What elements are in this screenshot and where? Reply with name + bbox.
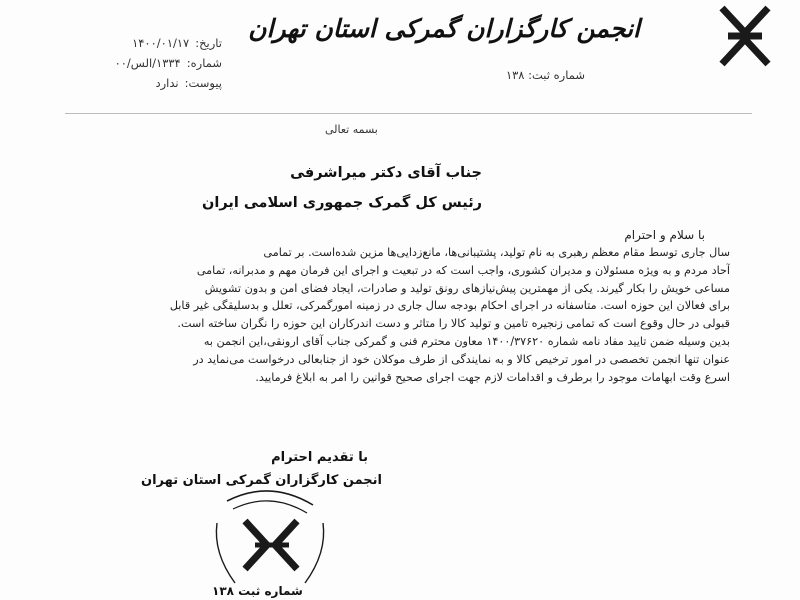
bismillah: بسمه تعالی xyxy=(325,123,378,136)
body-line: بدین وسیله ضمن تایید مفاد نامه شماره ۱۴۰۰/۳۷۶۲۰ معاون محترم فنی و گمرکی جناب آقای ارونقی،این انجمن به xyxy=(203,334,730,348)
registration-number-header: شماره ثبت: ۱۳۸ xyxy=(505,68,585,82)
body-line: آحاد مردم و به ویژه مسئولان و مدیران کشوری، واجب است که در تبعیت و اجرای این فرمان مهم و مدبرانه، تمامی xyxy=(196,263,730,277)
registration-number-seal: شماره ثبت ۱۳۸ xyxy=(212,584,303,598)
signature-org-name: انجمن کارگزاران گمرکی استان تهران xyxy=(141,473,382,488)
number-label: شماره: xyxy=(186,56,222,70)
recipient-block xyxy=(202,158,482,218)
attachment-label: پیوست: xyxy=(184,76,222,90)
body-line: برای فعالان این حوزه است. متاسفانه در اجرای احکام بودجه سال جاری در زمینه امورگمرکی، تعلل و بدسلیقگی غیر قابل xyxy=(169,299,730,313)
body-line: عنوان تنها انجمن تخصصی در امور ترخیص کالا و به نمایندگی از طرف موکلان خود از جنابعالی درخواست می‌نماید در xyxy=(193,352,730,366)
date-row xyxy=(92,33,222,53)
letter-body xyxy=(90,244,730,386)
body-line: قبولی در حال وقوع است که تمامی زنجیره تامین و تولید کالا را متاثر و دست اندرکاران این حوزه را نگران ساخته است. xyxy=(177,317,730,331)
date-value: ۱۴۰۰/۰۱/۱۷ xyxy=(132,36,190,50)
date-label: تاریخ: xyxy=(195,36,222,50)
org-name-header: انجمن کارگزاران گمرکی استان تهران xyxy=(248,14,640,43)
body-line: اسرع وقت ابهامات موجود را برطرف و اقدامات لازم جهت اجرای صحیح قوانین را امر به ابلاغ فرمایید. xyxy=(255,370,730,384)
attachment-row xyxy=(92,73,222,93)
number-row xyxy=(92,53,222,73)
body-line: سال جاری توسط مقام معظم رهبری به نام تولید، پشتیبانی‌ها، مانع‌زدایی‌ها مزین شده‌است. بر تمامی xyxy=(263,246,730,259)
closing-phrase: با تقدیم احترام xyxy=(271,450,368,465)
recipient-title: رئیس کل گمرک جمهوری اسلامی ایران xyxy=(202,195,482,211)
body-line: مساعی خویش را بکار گیرند. یکی از مهمترین پیش‌نیازهای رونق تولید و صادرات، ایجاد فضای امن و بدون تشویش xyxy=(204,281,730,295)
association-logo xyxy=(660,2,775,70)
number-value: ۱۳۳۴/الس/۰۰ xyxy=(114,56,181,70)
recipient-name: جناب آقای دکتر میراشرفی xyxy=(290,165,482,181)
salutation: با سلام و احترام xyxy=(624,228,705,242)
attachment-value: ندارد xyxy=(155,76,179,90)
letter-meta xyxy=(92,33,222,93)
header-divider xyxy=(65,113,752,114)
official-seal xyxy=(205,483,335,593)
